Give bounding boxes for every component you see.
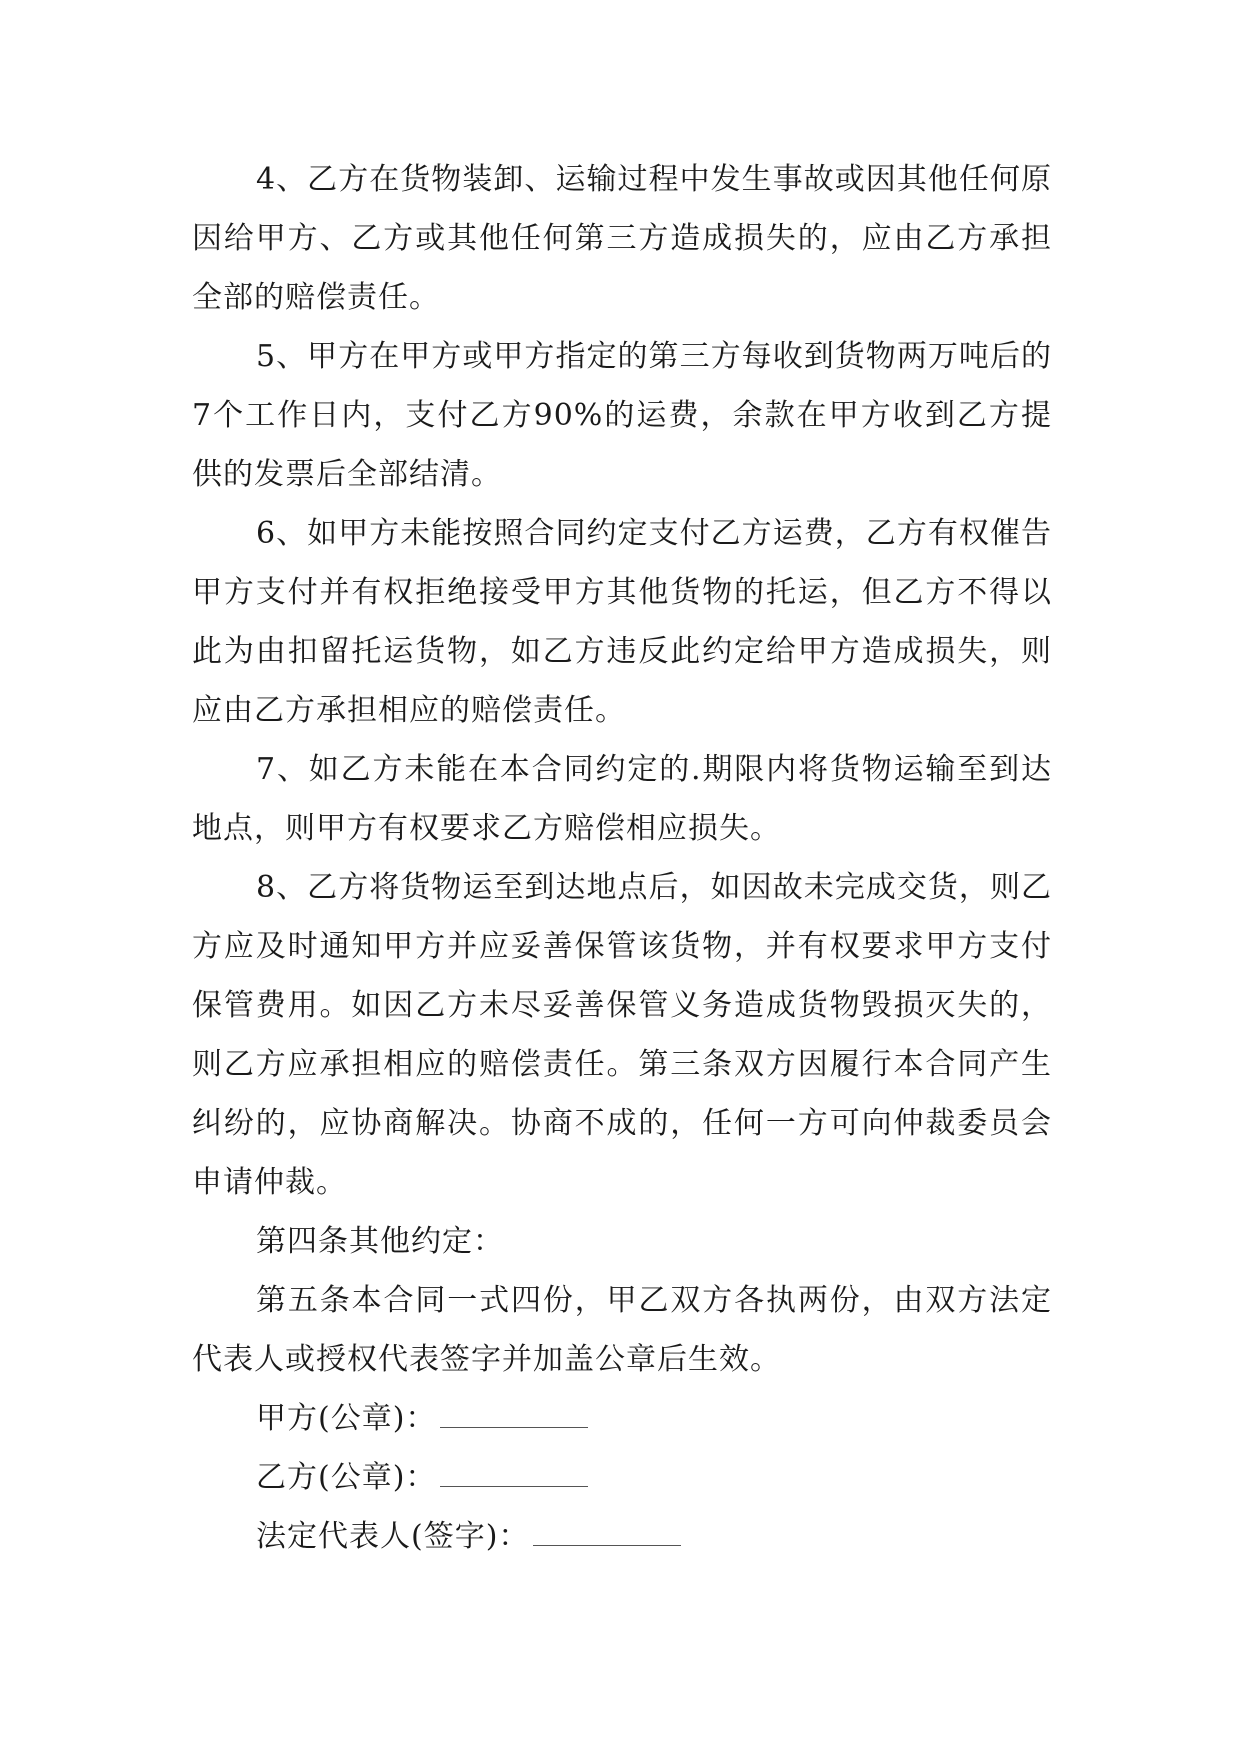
clause-7-paragraph: 7、如乙方未能在本合同约定的.期限内将货物运输至到达地点，则甲方有权要求乙方赔偿相应损失。	[192, 752, 1052, 846]
clause-8-paragraph: 8、乙方将货物运至到达地点后，如因故未完成交货，则乙方应及时通知甲方并应妥善保管该货物，并有权要求甲方支付保管费用。如因乙方未尽妥善保管义务造成货物毁损灭失的，则乙方应承担相应的赔偿责任。第三条双方因履行本合同产生纠纷的，应协商解决。协商不成的，任何一方可向仲裁委员会申请仲裁。	[192, 870, 1052, 1200]
article-4-heading: 第四条其他约定：	[256, 1224, 504, 1259]
clause-6-paragraph: 6、如甲方未能按照合同约定支付乙方运费，乙方有权催告甲方支付并有权拒绝接受甲方其他货物的托运，但乙方不得以此为由扣留托运货物，如乙方违反此约定给甲方造成损失，则应由乙方承担相应的赔偿责任。	[192, 516, 1052, 728]
party-a-signature-line	[192, 1389, 1052, 1448]
legal-rep-label: 法定代表人(签字)：	[256, 1519, 530, 1554]
party-b-signature-line	[192, 1448, 1052, 1507]
legal-rep-signature-line	[192, 1507, 1052, 1566]
party-b-label: 乙方(公章)：	[256, 1460, 437, 1495]
party-a-blank	[440, 1403, 588, 1428]
party-a-label: 甲方(公章)：	[256, 1401, 437, 1436]
legal-rep-blank	[533, 1521, 681, 1546]
clause-5-paragraph: 5、甲方在甲方或甲方指定的第三方每收到货物两万吨后的7个工作日内，支付乙方90%的运费，余款在甲方收到乙方提供的发票后全部结清。	[192, 339, 1052, 492]
clause-4-paragraph: 4、乙方在货物装卸、运输过程中发生事故或因其他任何原因给甲方、乙方或其他任何第三方造成损失的，应由乙方承担全部的赔偿责任。	[192, 162, 1052, 315]
article-5-paragraph: 第五条本合同一式四份，甲乙双方各执两份，由双方法定代表人或授权代表签字并加盖公章后生效。	[192, 1283, 1052, 1377]
party-b-blank	[440, 1462, 588, 1487]
contract-body	[192, 150, 1052, 1566]
